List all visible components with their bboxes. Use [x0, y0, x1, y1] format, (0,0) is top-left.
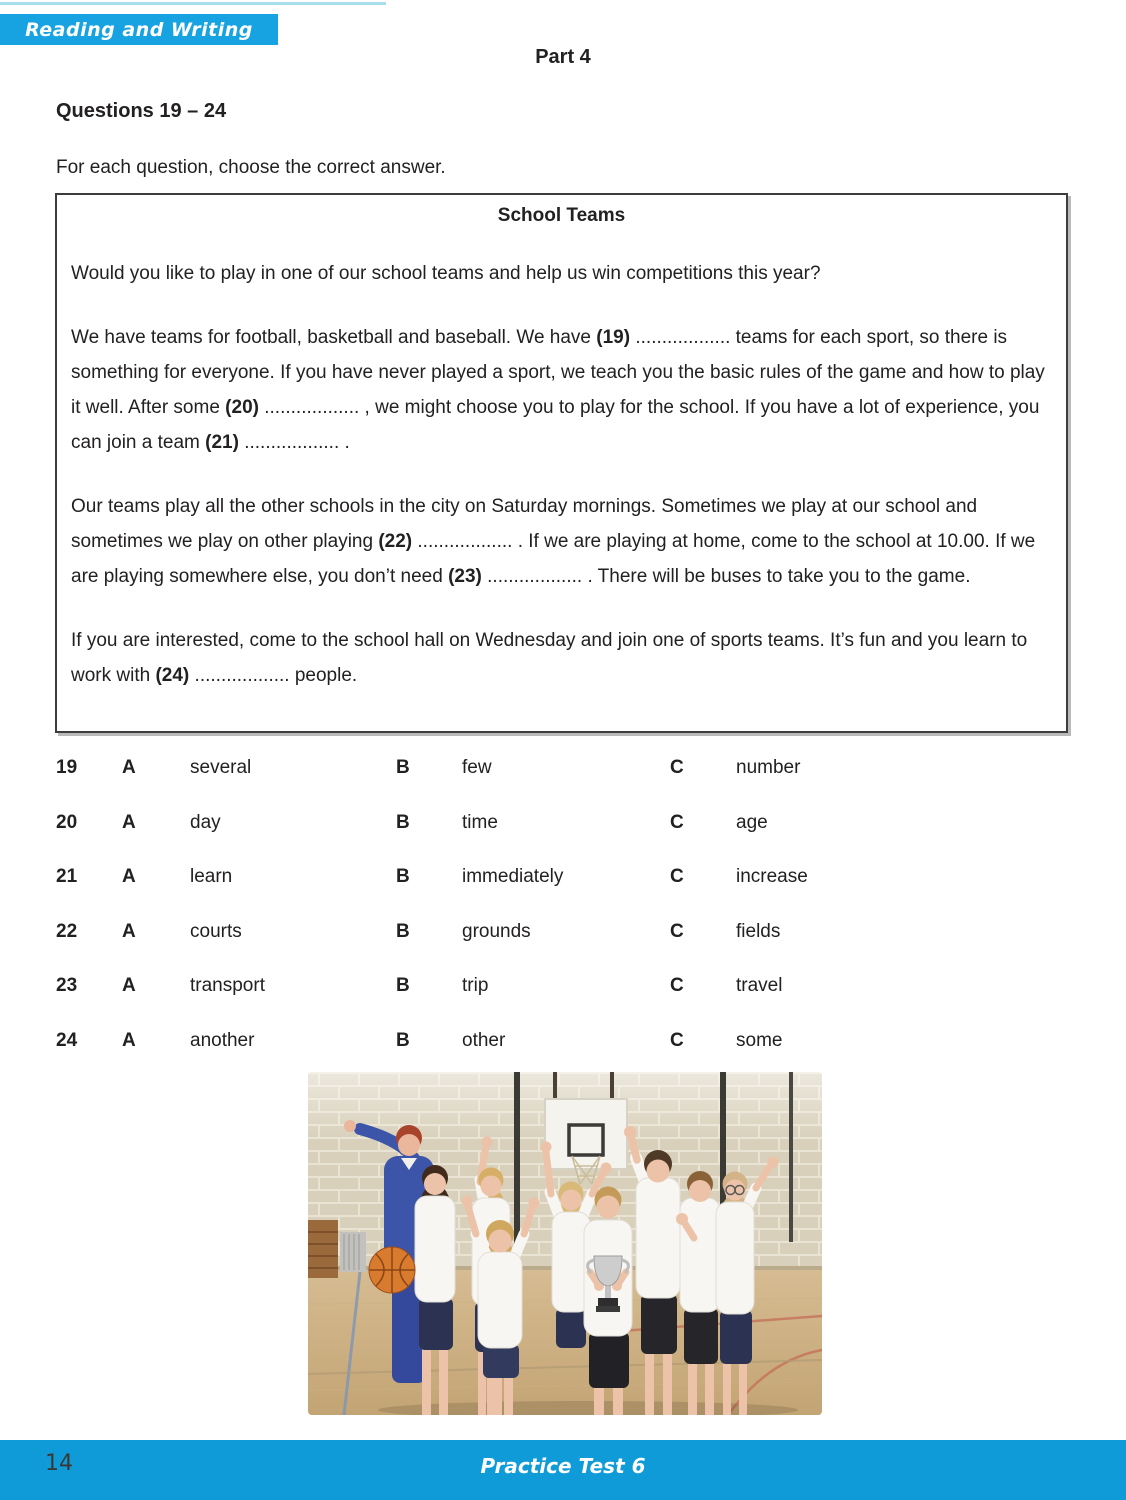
team-photo-illustration [308, 1072, 822, 1415]
radiator [340, 1232, 366, 1272]
option-letter-c[interactable]: C [670, 811, 684, 833]
section-badge [0, 14, 278, 45]
page-top-rule [0, 2, 386, 5]
passage-paragraph: We have teams for football, basketball and baseball. We have (19) .................. teams for each sport, so there is something for everyone. If you have never played a sport, we teach you the basic rules of the game and how to play it well. After some (20) .................. , we might choose you to play for the school. If you have a lot of experience, you can join a team (21) .................. . [71, 327, 1045, 453]
option-number: 21 [56, 866, 78, 887]
passage-title: School Teams [497, 205, 626, 226]
passage-paragraphs [71, 256, 1052, 693]
team-photo [308, 1072, 822, 1415]
option-c-text[interactable]: travel [736, 975, 783, 996]
option-a-text[interactable]: several [190, 757, 252, 778]
option-a-text[interactable]: another [190, 1029, 255, 1051]
page-number: 14 [45, 1451, 73, 1476]
option-letter-c[interactable]: C [670, 975, 684, 996]
option-letter-b[interactable]: B [396, 866, 410, 887]
option-letter-c[interactable]: C [670, 1029, 684, 1051]
option-letter-b[interactable]: B [396, 811, 410, 833]
option-row [56, 975, 1069, 1030]
option-b-text[interactable]: other [462, 1029, 506, 1051]
option-c-text[interactable]: increase [736, 866, 808, 887]
option-letter-b[interactable]: B [396, 920, 410, 942]
option-a-text[interactable]: day [190, 811, 221, 833]
questions-heading: Questions 19 – 24 [56, 100, 227, 122]
option-c-text[interactable]: number [736, 757, 801, 778]
passage-paragraph: If you are interested, come to the school hall on Wednesday and join one of sports teams. It’s fun and you learn to work with (24) .................. people. [71, 630, 1028, 686]
option-number: 20 [56, 811, 78, 833]
instruction-text: For each question, choose the correct answer. [56, 157, 446, 178]
part-title: Part 4 [535, 46, 591, 68]
option-letter-a[interactable]: A [122, 757, 136, 778]
option-letter-c[interactable]: C [670, 757, 684, 778]
option-letter-a[interactable]: A [122, 866, 136, 887]
basketball [369, 1247, 415, 1293]
option-letter-a[interactable]: A [122, 811, 136, 833]
option-number: 22 [56, 920, 78, 942]
option-a-text[interactable]: transport [190, 975, 265, 996]
option-row [56, 921, 1069, 976]
option-a-text[interactable]: courts [190, 920, 242, 942]
option-letter-b[interactable]: B [396, 1029, 410, 1051]
child-figure [584, 1187, 632, 1416]
option-letter-c[interactable]: C [670, 920, 684, 942]
option-b-text[interactable]: trip [462, 975, 489, 996]
option-letter-a[interactable]: A [122, 1029, 136, 1051]
option-b-text[interactable]: immediately [462, 866, 564, 887]
option-number: 19 [56, 757, 78, 778]
option-row [56, 812, 1069, 867]
passage-paragraph: Would you like to play in one of our school teams and help us win competitions this year? [71, 263, 821, 284]
option-row [56, 866, 1069, 921]
option-c-text[interactable]: age [736, 811, 768, 833]
options-table [56, 752, 1069, 1084]
option-letter-a[interactable]: A [122, 920, 136, 942]
option-c-text[interactable]: fields [736, 920, 781, 942]
option-number: 23 [56, 975, 78, 996]
section-badge-label: Reading and Writing [25, 18, 253, 41]
option-letter-b[interactable]: B [396, 757, 410, 778]
option-a-text[interactable]: learn [190, 866, 233, 887]
option-b-text[interactable]: grounds [462, 920, 531, 942]
option-b-text[interactable]: few [462, 757, 492, 778]
footer-title: Practice Test 6 [480, 1454, 646, 1478]
option-b-text[interactable]: time [462, 811, 498, 833]
option-row [56, 757, 1069, 812]
wooden-bench [308, 1220, 338, 1278]
option-letter-c[interactable]: C [670, 866, 684, 887]
option-letter-a[interactable]: A [122, 975, 136, 996]
gym-pole [789, 1072, 793, 1242]
option-letter-b[interactable]: B [396, 975, 410, 996]
option-number: 24 [56, 1029, 78, 1051]
option-c-text[interactable]: some [736, 1029, 783, 1051]
passage-box [55, 193, 1068, 733]
passage-paragraph: Our teams play all the other schools in the city on Saturday mornings. Sometimes we play at our school and sometimes we play on other playing (22) .................. . If we are playing at home, come to the school at 10.00. If we are playing somewhere else, you don’t need (23) .................. . There will be buses to take you to the game. [71, 496, 1036, 587]
